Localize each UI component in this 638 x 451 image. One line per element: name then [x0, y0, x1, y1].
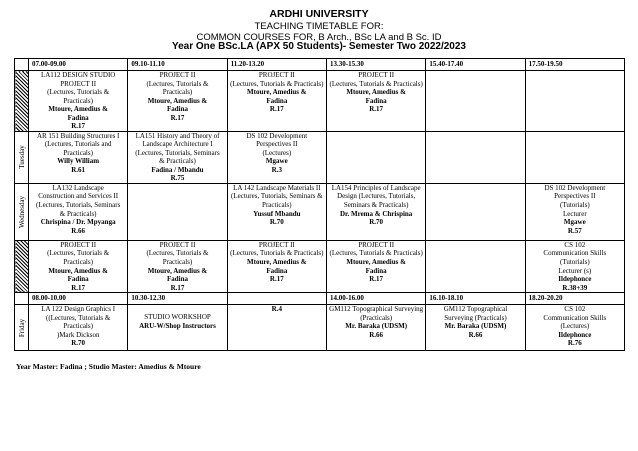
session-cell: LA132 Landscape Construction and Services II (Lectures, Tutorials, Seminars & Practicals) Chrispina / Dr. Mpyanga R.66: [29, 183, 128, 240]
session-cell: PROJECT II (Lectures, Tutorials & Practicals) Mtoure, Amedius & Fadina R.17: [326, 71, 425, 132]
day-cell-wednesday: Wednesday: [15, 183, 29, 240]
session-cell: CS 102 Communication Skills (Tutorials) Lecturer (s) Ildephonce R.38+39: [525, 240, 624, 292]
time-slot: 08.00-10.00: [29, 293, 128, 305]
empty-cell: [426, 240, 525, 292]
year-master-name: Fadina ;: [60, 362, 87, 371]
corner-cell: [15, 59, 29, 71]
studio-master-name: Amedius & Mtoure: [138, 362, 201, 371]
time-slot: 17.50-19.50: [525, 59, 624, 71]
program-heading: Year One BSc.LA (APX 50 Students)- Semester Two 2022/2023: [171, 41, 466, 52]
session-cell: R.4: [227, 305, 326, 351]
time-row-2: [15, 293, 625, 305]
session-cell: LA154 Principles of Landscape Design (Lectures, Tutorials, Seminars & Practicals) Dr. Mrema & Chrispina R.70: [326, 183, 425, 240]
day-cell-tuesday: Tuesday: [15, 131, 29, 183]
session-cell: LA112 DESIGN STUDIO PROJECT II (Lectures, Tutorials & Practicals) Mtoure, Amedius & Fadina R.17: [29, 71, 128, 132]
day-cell-hatched: [15, 71, 29, 132]
session-cell: DS 102 Development Perspectives II (Tutorials) Lecturer Mgawe R.57: [525, 183, 624, 240]
session-cell: PROJECT II (Lectures, Tutorials & Practicals) Mtoure, Amedius & Fadina R.17: [128, 240, 227, 292]
time-slot: 15.40-17.40: [426, 59, 525, 71]
empty-cell: [525, 131, 624, 183]
session-cell: PROJECT II (Lectures, Tutorials & Practicals) Mtoure, Amedius & Fadina R.17: [227, 240, 326, 292]
time-slot: [227, 293, 326, 305]
session-cell: GM112 Topographical Surveying (Practicals) Mr. Baraka (UDSM) R.66: [326, 305, 425, 351]
time-slot: 16.10-18.10: [426, 293, 525, 305]
university-name: ARDHI UNIVERSITY: [269, 8, 369, 20]
empty-cell: [326, 131, 425, 183]
time-slot: 13.30-15.30: [326, 59, 425, 71]
day-cell-hatched: [15, 240, 29, 292]
timetable-subtitle: COMMON COURSES FOR, B Arch., BSc LA and B Sc. ID: [196, 32, 442, 43]
corner-cell: [15, 293, 29, 305]
empty-cell: [128, 183, 227, 240]
time-slot: 11.20-13.20: [227, 59, 326, 71]
session-cell: CS 102 Communication Skills (Lectures) Ildephonce R.76: [525, 305, 624, 351]
year-master-label: Year Master:: [16, 362, 59, 371]
timetable-row-tuesday: [15, 131, 625, 183]
session-cell: PROJECT II (Lectures, Tutorials & Practicals) Mtoure, Amedius & Fadina R.17: [326, 240, 425, 292]
session-cell: GM112 Topographical Surveying (Practicals) Mr. Baraka (UDSM) R.66: [426, 305, 525, 351]
timetable-row-4: [15, 240, 625, 292]
timetable-row-1: [15, 71, 625, 132]
session-cell: PROJECT II (Lectures, Tutorials & Practicals) Mtoure, Amedius & Fadina R.17: [128, 71, 227, 132]
session-cell: PROJECT II (Lectures, Tutorials & Practicals) Mtoure, Amedius & Fadina R.17: [29, 240, 128, 292]
session-cell: DS 102 Development Perspectives II (Lectures) Mgawe R.3: [227, 131, 326, 183]
time-slot: 10.30-12.30: [128, 293, 227, 305]
session-cell: LA151 History and Theory of Landscape Architecture I (Lectures, Tutorials, Seminars & Practicals) Fadina / Mbandu R.75: [128, 131, 227, 183]
timetable-row-wednesday: [15, 183, 625, 240]
time-slot: 14.00-16.00: [326, 293, 425, 305]
session-cell: PROJECT II (Lectures, Tutorials & Practicals) Mtoure, Amedius & Fadina R.17: [227, 71, 326, 132]
session-cell: LA 142 Landscape Materials II (Lectures, Tutorials, Seminars & Practicals) Yussuf Mbandu R.70: [227, 183, 326, 240]
time-row-1: [15, 59, 625, 71]
timetable-row-friday: [15, 305, 625, 351]
timetable-title: TEACHING TIMETABLE FOR:: [254, 21, 384, 32]
empty-cell: [426, 71, 525, 132]
empty-cell: [426, 183, 525, 240]
time-slot: 09.10-11.10: [128, 59, 227, 71]
session-cell: STUDIO WORKSHOP ARU-W/Shop Instructors: [128, 305, 227, 351]
day-cell-friday: Friday: [15, 305, 29, 351]
empty-cell: [426, 131, 525, 183]
masters-footer: [16, 362, 201, 371]
session-cell: LA 122 Design Graphics I ((Lectures, Tutorials & Practicals) )Mark Dickson R.70: [29, 305, 128, 351]
time-slot: 07.00-09.00: [29, 59, 128, 71]
studio-master-label: Studio Master:: [88, 362, 137, 371]
timetable-grid: [14, 58, 625, 351]
empty-cell: [525, 71, 624, 132]
time-slot: 18.20-20.20: [525, 293, 624, 305]
session-cell: AR 151 Building Structures I (Lectures, Tutorials and Practicals) Willy William R.61: [29, 131, 128, 183]
